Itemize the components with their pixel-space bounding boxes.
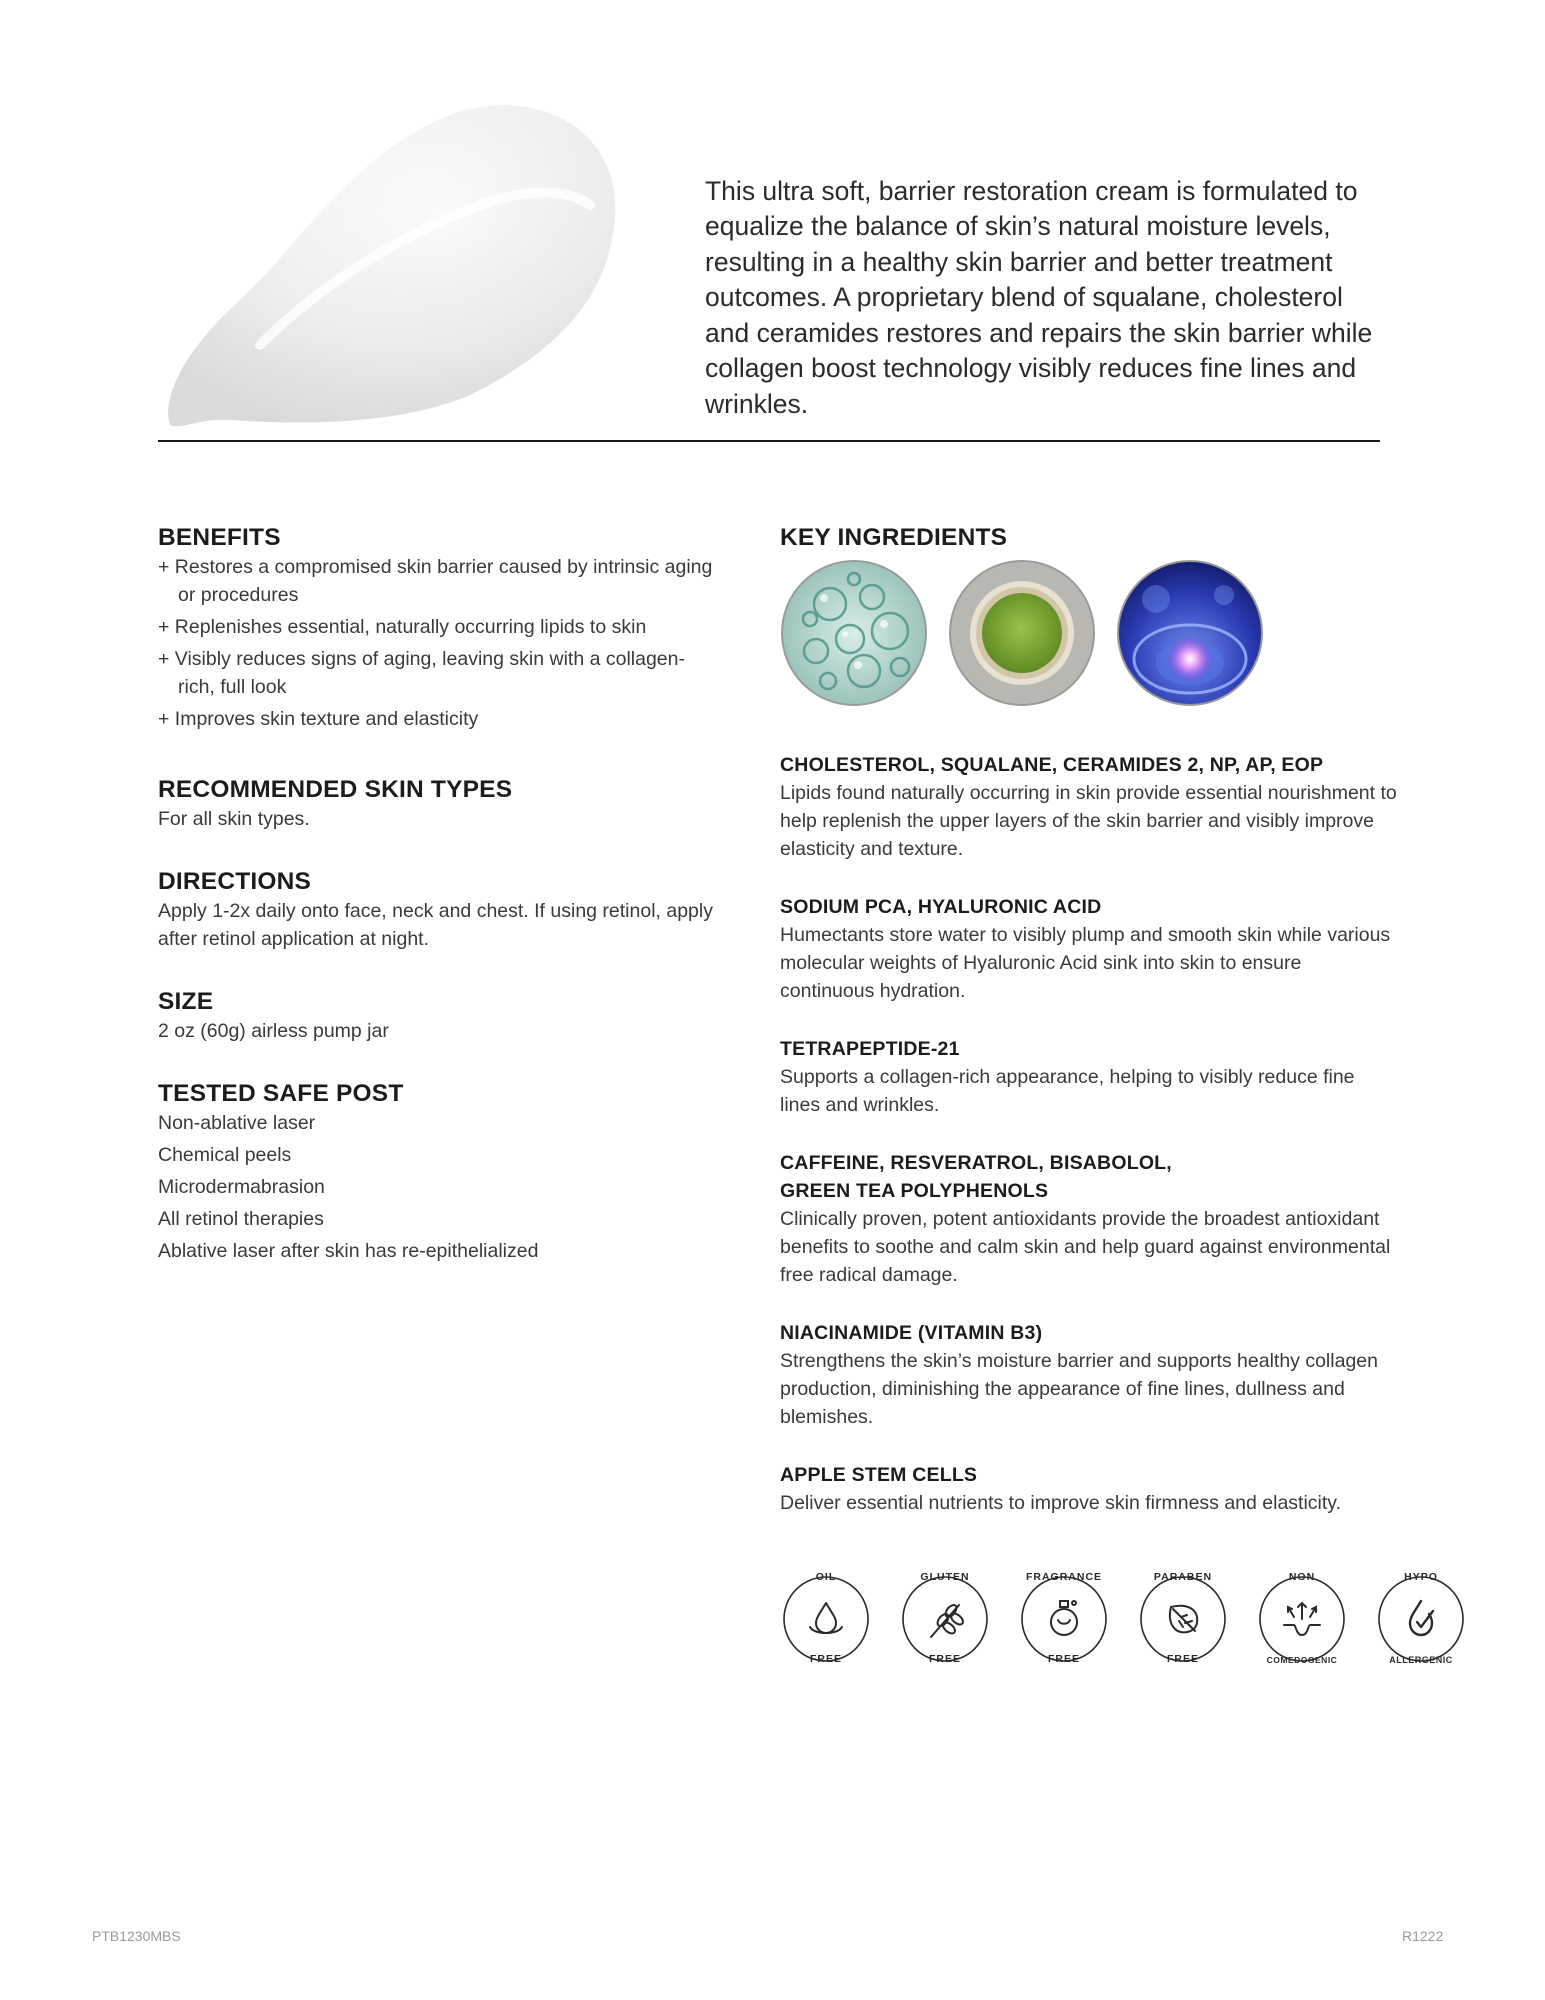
skin-types-text: For all skin types. [158, 808, 310, 830]
benefits-list [158, 553, 718, 733]
skin-types-heading: RECOMMENDED SKIN TYPES [158, 776, 513, 803]
ingredient-name: TETRAPEPTIDE-21 [780, 1038, 960, 1060]
ingredient-item [780, 1319, 1400, 1431]
badge-top-label: NON [1288, 1571, 1316, 1583]
ingredient-desc: Supports a collagen-rich appearance, helping to visibly reduce fine lines and wrinkles. [780, 1066, 1355, 1116]
list-item: All retinol therapies [158, 1208, 324, 1230]
badge-top-label: FRAGRANCE [1025, 1571, 1103, 1583]
directions-text: Apply 1-2x daily onto face, neck and chest. If using retinol, apply after retinol application at night. [158, 900, 713, 950]
ingredient-desc: Deliver essential nutrients to improve skin firmness and elasticity. [780, 1492, 1342, 1514]
list-item: Chemical peels [158, 1144, 292, 1166]
revision-code: R1222 [1402, 1928, 1444, 1944]
ingredient-name: SODIUM PCA, HYALURONIC ACID [780, 896, 1102, 918]
ingredient-images [780, 559, 1400, 707]
leaf-icon [1170, 1606, 1197, 1633]
tested-safe-heading: TESTED SAFE POST [158, 1080, 404, 1107]
size-heading: SIZE [158, 988, 214, 1015]
badge-oil-free [780, 1565, 872, 1673]
list-item: + Replenishes essential, naturally occurring lipids to skin [158, 616, 647, 638]
badge-top-label: OIL [815, 1571, 837, 1583]
ingredient-name: APPLE STEM CELLS [780, 1464, 978, 1486]
perfume-bottle-icon [1051, 1601, 1077, 1635]
ingredient-desc: Clinically proven, potent antioxidants provide the broadest antioxidant benefits to soothe and calm skin and help guard against environmental free radical damage. [780, 1208, 1391, 1286]
ingredient-name: CAFFEINE, RESVERATROL, BISABOLOL, GREEN TEA POLYPHENOLS [780, 1152, 1172, 1202]
ingredient-name: CHOLESTEROL, SQUALANE, CERAMIDES 2, NP, AP, EOP [780, 754, 1324, 776]
cream-swatch-image [150, 95, 640, 440]
list-item: + Visibly reduces signs of aging, leaving skin with a collagen-rich, full look [158, 648, 685, 698]
water-bubbles-image [780, 559, 928, 707]
directions-heading: DIRECTIONS [158, 868, 312, 895]
right-column [780, 523, 1400, 1547]
oil-drop-icon [810, 1603, 842, 1633]
green-tea-cup-image [948, 559, 1096, 707]
badge-top-label: GLUTEN [920, 1571, 970, 1583]
badge-bottom-label: ALLERGENIC [1389, 1655, 1453, 1665]
ingredient-item [780, 1461, 1400, 1517]
ingredient-desc: Lipids found naturally occurring in skin provide essential nourishment to help replenish the upper layers of the skin barrier and visibly improve elasticity and texture. [780, 782, 1397, 860]
list-item: Ablative laser after skin has re-epithelialized [158, 1240, 539, 1262]
left-column [158, 523, 718, 1269]
badge-non-comedogenic [1256, 1565, 1348, 1673]
pore-arrows-icon [1284, 1603, 1320, 1635]
ingredient-desc: Strengthens the skin’s moisture barrier and supports healthy collagen production, diminishing the appearance of fine lines, dullness and blemishes. [780, 1350, 1378, 1428]
badge-gluten-free [899, 1565, 991, 1673]
tested-safe-list [158, 1109, 718, 1265]
ingredient-name: NIACINAMIDE (VITAMIN B3) [780, 1322, 1043, 1344]
ingredient-item [780, 751, 1400, 863]
drop-check-icon [1410, 1601, 1433, 1635]
product-code: PTB1230MBS [92, 1928, 181, 1944]
benefits-heading: BENEFITS [158, 524, 281, 551]
badge-bottom-label: FREE [928, 1653, 961, 1665]
ingredient-item [780, 893, 1400, 1005]
badge-paraben-free [1137, 1565, 1229, 1673]
badge-fragrance-free [1018, 1565, 1110, 1673]
list-item: + Improves skin texture and elasticity [158, 708, 479, 730]
key-ingredients-heading: KEY INGREDIENTS [780, 524, 1008, 551]
badge-bottom-label: FREE [1047, 1653, 1080, 1665]
cell-glow-image [1116, 559, 1264, 707]
badge-top-label: PARABEN [1153, 1571, 1213, 1583]
section-divider [158, 440, 1380, 442]
badge-bottom-label: FREE [1166, 1653, 1199, 1665]
list-item: Non-ablative laser [158, 1112, 316, 1134]
size-text: 2 oz (60g) airless pump jar [158, 1020, 389, 1042]
badge-hypoallergenic [1375, 1565, 1467, 1673]
intro-paragraph: This ultra soft, barrier restoration cream is formulated to equalize the balance of skin’s natural moisture levels, resulting in a healthy skin barrier and better treatment outcomes. A proprietary blend of squalane, cholesterol and ceramides restores and repairs the skin barrier while collagen boost technology visibly reduces fine lines and wrinkles. [705, 175, 1373, 419]
badge-top-label: HYPO [1404, 1571, 1438, 1583]
list-item: Microdermabrasion [158, 1176, 325, 1198]
free-from-badges [780, 1565, 1467, 1673]
wheat-icon [931, 1603, 965, 1637]
ingredient-item [780, 1149, 1400, 1289]
list-item: + Restores a compromised skin barrier caused by intrinsic aging or procedures [158, 556, 713, 606]
badge-bottom-label: COMEDOGENIC [1266, 1655, 1338, 1665]
ingredient-item [780, 1035, 1400, 1119]
badge-bottom-label: FREE [809, 1653, 842, 1665]
ingredient-desc: Humectants store water to visibly plump and smooth skin while various molecular weights of Hyaluronic Acid sink into skin to ensure continuous hydration. [780, 924, 1391, 1002]
